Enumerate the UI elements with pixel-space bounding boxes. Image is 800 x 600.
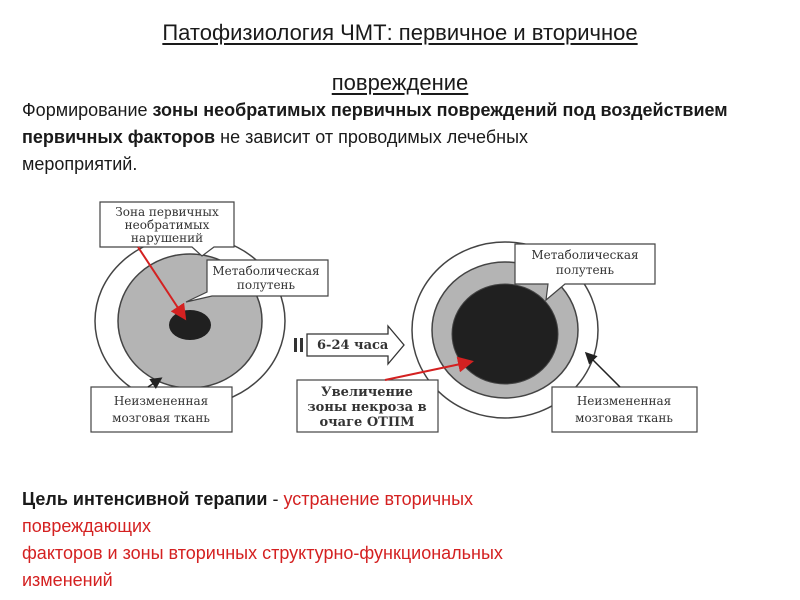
left-brain-core — [169, 310, 211, 340]
left-penumbra-line2: полутень — [236, 278, 296, 292]
right-penumbra-line1: Метаболическая — [531, 248, 639, 262]
left-primary-zone-line1: Зона первичных — [115, 205, 219, 219]
title-line-2: повреждение — [331, 70, 469, 95]
right-penumbra-line2: полутень — [555, 263, 615, 277]
right-tissue-line1: Неизмененная — [576, 394, 672, 408]
right-tissue-pointer — [587, 354, 620, 387]
left-tissue-line2: мозговая ткань — [112, 411, 210, 425]
intro-bold-phrase: зоны необратимых первичных повреждений под воздействием первичных факторов — [22, 100, 728, 147]
time-arrow-stripe-1 — [294, 338, 297, 352]
right-tissue-line2: мозговая ткань — [575, 411, 673, 425]
left-penumbra-line1: Метаболическая — [212, 264, 320, 278]
goal-label: Цель интенсивной терапии — [22, 489, 268, 509]
intro-text-last: мероприятий. — [22, 154, 138, 174]
left-tissue-line1: Неизмененная — [113, 394, 209, 408]
title-line-1: Патофизиология ЧМТ: первичное и вторичное — [162, 20, 638, 45]
left-primary-zone-line2: необратимых — [124, 218, 210, 232]
goal-text-line3: факторов и зоны вторичных структурно-функциональных — [22, 543, 503, 563]
right-necrosis-line2: зоны некроза в — [307, 400, 427, 415]
therapy-goal-paragraph — [22, 486, 762, 594]
goal-text-line4: изменений — [22, 570, 113, 590]
intro-text-start: Формирование — [22, 100, 153, 120]
goal-text-line1: устранение вторичных — [283, 489, 473, 509]
time-arrow-label: 6-24 часа — [317, 338, 389, 353]
intro-text-end: не зависит от проводимых лечебных — [215, 127, 529, 147]
right-necrosis-line3: очаге ОТПМ — [319, 415, 415, 430]
right-brain-core — [452, 284, 558, 384]
left-primary-zone-line3: нарушений — [130, 231, 204, 245]
goal-text-line2: повреждающих — [22, 516, 152, 536]
goal-dash: - — [267, 489, 284, 509]
time-arrow-stripe-2 — [300, 338, 303, 352]
right-necrosis-line1: Увеличение — [321, 385, 413, 400]
